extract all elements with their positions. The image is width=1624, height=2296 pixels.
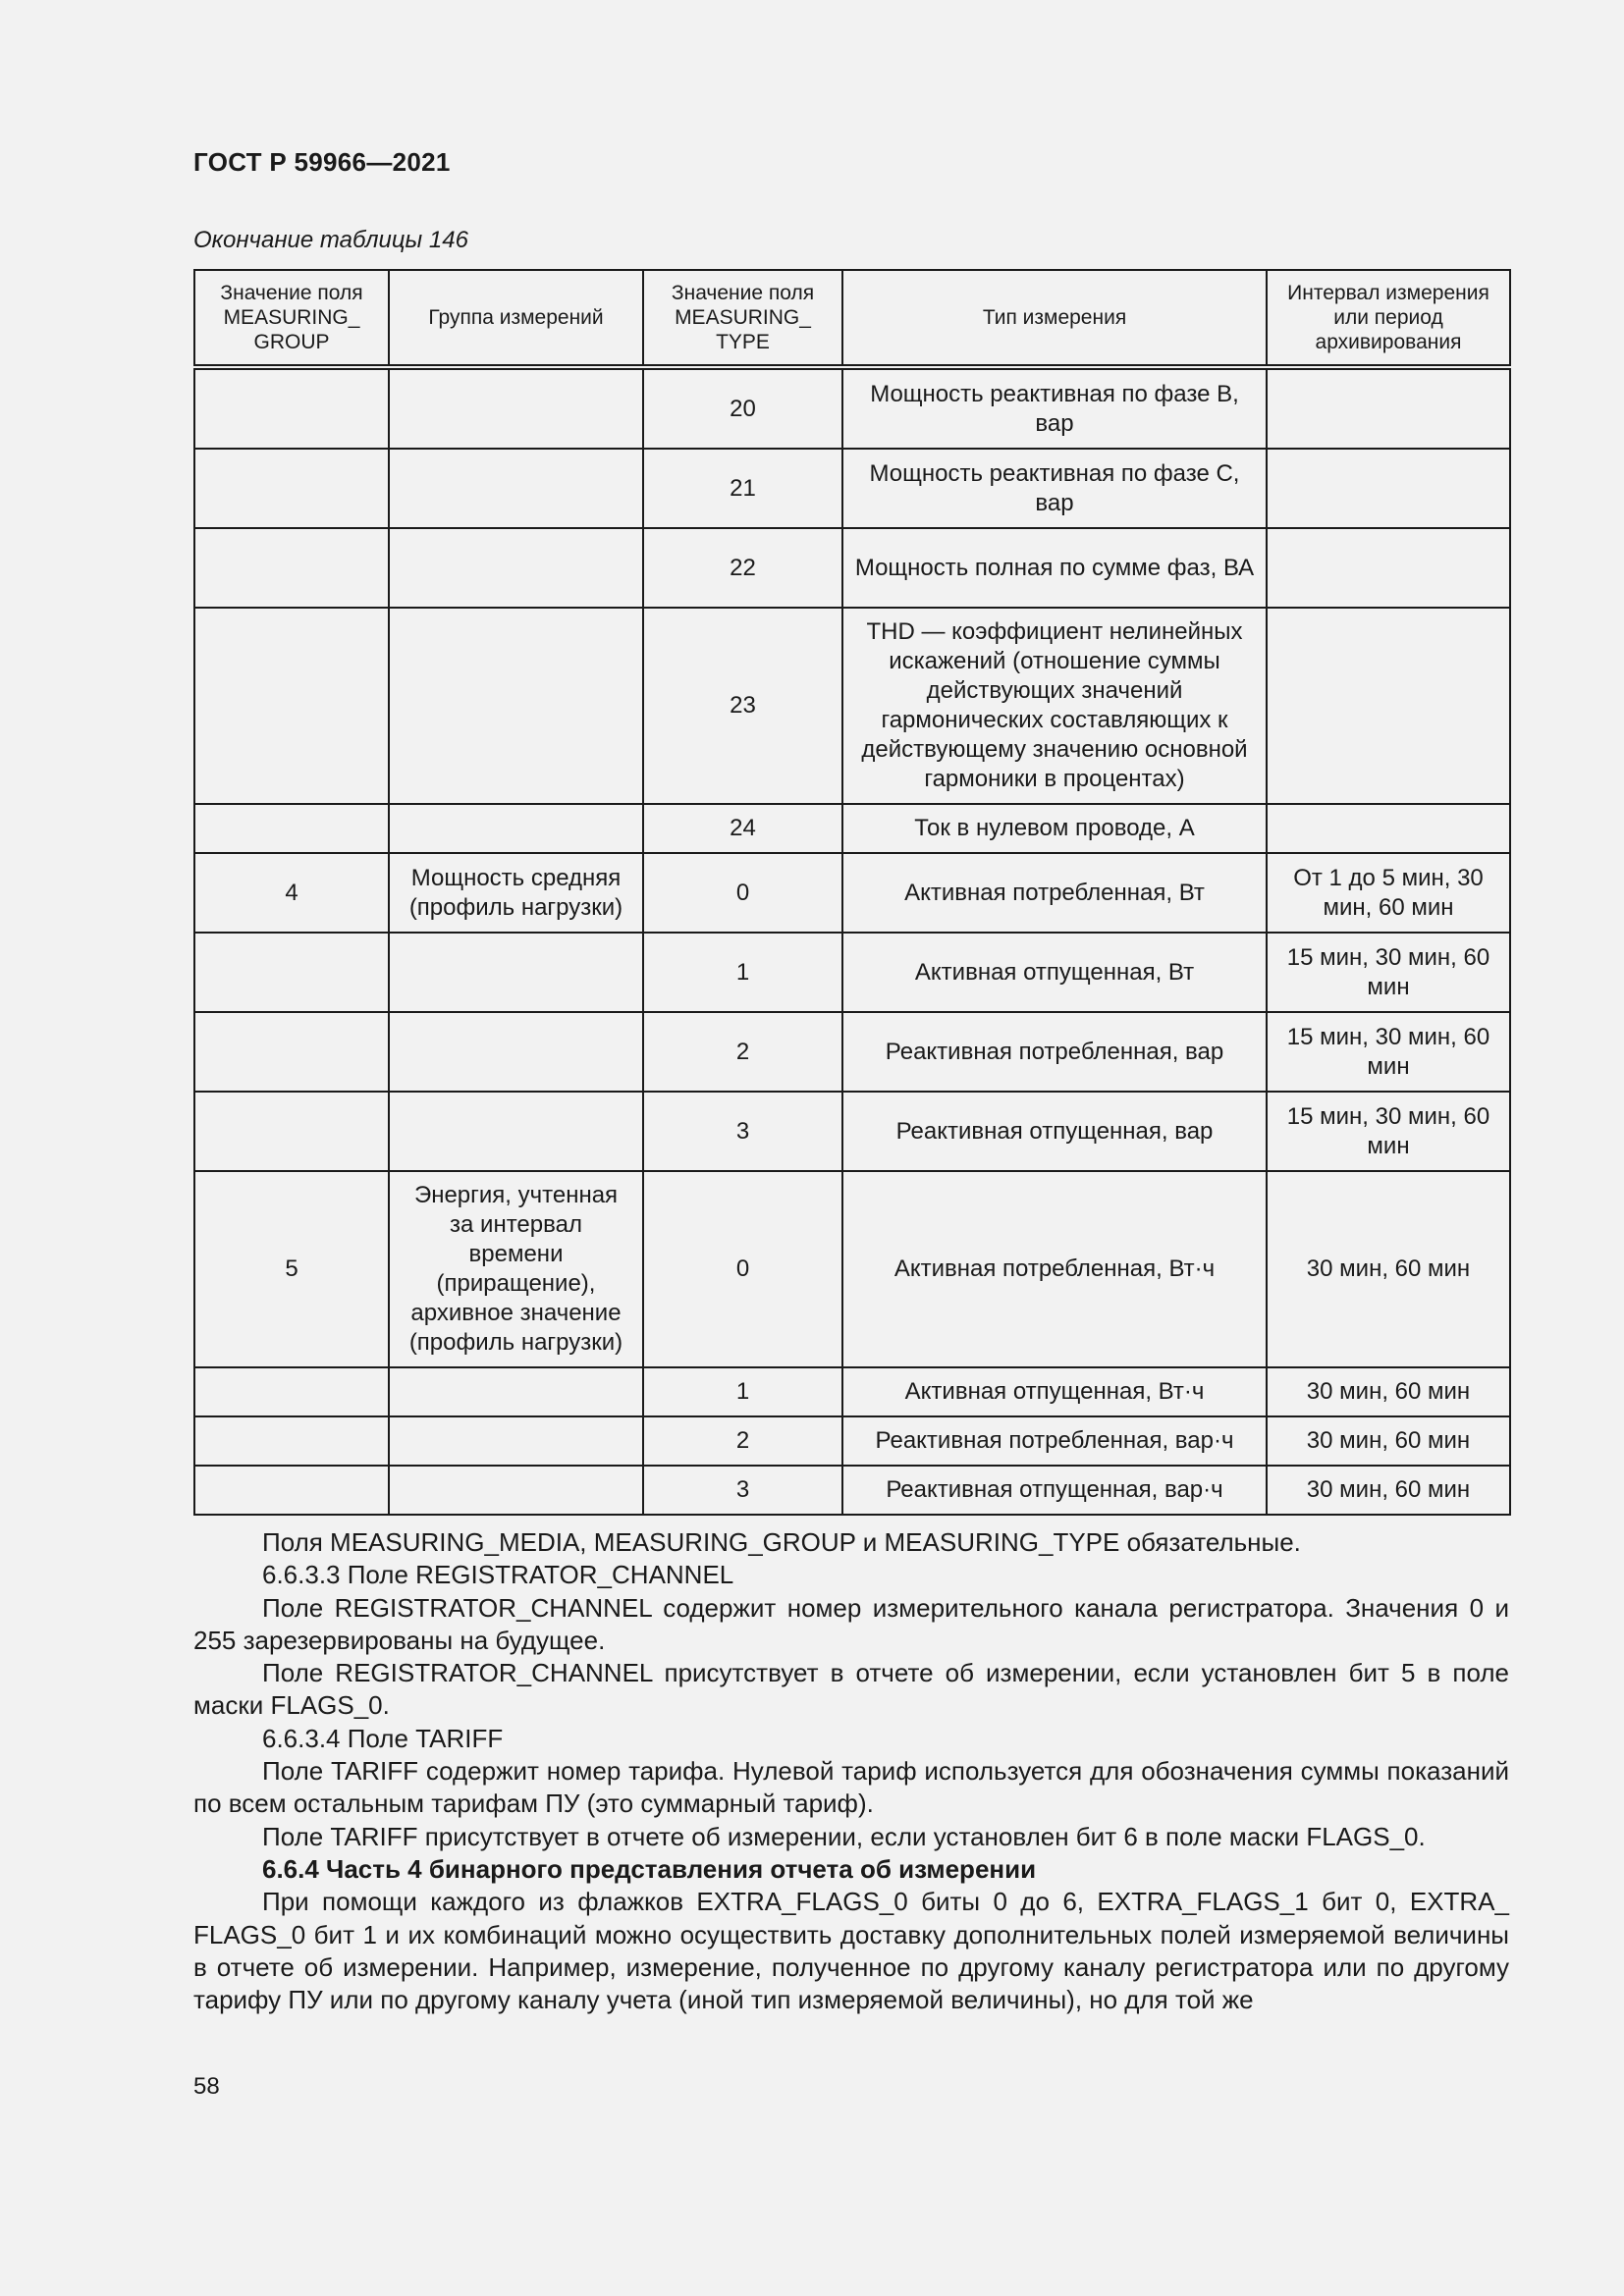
cell-measuring-group: 5 (194, 1171, 389, 1367)
cell-type: Реактивная потребленная, вар·ч (842, 1416, 1267, 1466)
column-header-type: Тип измерения (842, 270, 1267, 367)
cell-type: Активная отпущенная, Вт·ч (842, 1367, 1267, 1416)
table-row (194, 1466, 1510, 1515)
cell-group (389, 1367, 643, 1416)
cell-group (389, 528, 643, 608)
cell-measuring-type: 22 (643, 528, 842, 608)
table-row (194, 528, 1510, 608)
cell-measuring-type: 23 (643, 608, 842, 804)
cell-measuring-type: 1 (643, 933, 842, 1012)
cell-interval: От 1 до 5 мин, 30 мин, 60 мин (1267, 853, 1510, 933)
paragraph-registrator-channel-content: Поле REGISTRATOR_CHANNEL содержит номер измерительного канала регистратора. Значения 0 и 255 зарезервированы на будущее. (193, 1592, 1509, 1655)
measurement-table (193, 269, 1511, 1516)
cell-group (389, 1012, 643, 1092)
cell-measuring-type: 1 (643, 1367, 842, 1416)
paragraph-tariff-presence: Поле TARIFF присутствует в отчете об измерении, если установлен бит 6 в поле маски FLAGS_0. (262, 1821, 1426, 1851)
table-row (194, 1367, 1510, 1416)
cell-measuring-type: 0 (643, 853, 842, 933)
table-row (194, 1092, 1510, 1171)
paragraph-required-fields: Поля MEASURING_MEDIA, MEASURING_GROUP и MEASURING_TYPE обязательные. (262, 1527, 1301, 1557)
cell-measuring-group (194, 367, 389, 449)
cell-measuring-group: 4 (194, 853, 389, 933)
cell-measuring-group (194, 608, 389, 804)
cell-measuring-group (194, 1092, 389, 1171)
cell-group (389, 804, 643, 853)
cell-measuring-group (194, 528, 389, 608)
cell-group (389, 1416, 643, 1466)
cell-type: Мощность полная по сумме фаз, ВА (842, 528, 1267, 608)
table-row (194, 367, 1510, 449)
cell-measuring-type: 20 (643, 367, 842, 449)
cell-measuring-group (194, 1012, 389, 1092)
table-row (194, 1416, 1510, 1466)
table-row (194, 853, 1510, 933)
cell-measuring-group (194, 1466, 389, 1515)
cell-group (389, 608, 643, 804)
cell-interval: 15 мин, 30 мин, 60 мин (1267, 1092, 1510, 1171)
document-standard-header: ГОСТ Р 59966—2021 (193, 147, 451, 177)
cell-interval (1267, 367, 1510, 449)
paragraph-tariff-content: Поле TARIFF содержит номер тарифа. Нулевой тариф используется для обозначения суммы показаний по всем остальным тарифам ПУ (это суммарный тариф). (193, 1756, 1509, 1819)
table-caption: Окончание таблицы 146 (193, 227, 468, 253)
table-header-row (194, 270, 1510, 367)
cell-type: Реактивная отпущенная, вар (842, 1092, 1267, 1171)
cell-group (389, 933, 643, 1012)
cell-measuring-type: 3 (643, 1466, 842, 1515)
cell-measuring-type: 2 (643, 1012, 842, 1092)
section-heading-tariff: 6.6.3.4 Поле TARIFF (262, 1723, 504, 1753)
cell-type: Активная потребленная, Вт·ч (842, 1171, 1267, 1367)
cell-measuring-group (194, 804, 389, 853)
column-header-interval: Интервал измерения или период архивирования (1267, 270, 1510, 367)
cell-type: Реактивная отпущенная, вар·ч (842, 1466, 1267, 1515)
table-row (194, 804, 1510, 853)
paragraph-extra-flags: При помощи каждого из флажков EXTRA_FLAGS_0 биты 0 до 6, EXTRA_FLAGS_1 бит 0, EXTRA_ FLAGS_0 бит 1 и их комбинаций можно осуществить доставку дополнительных полей измеряемой величины в отчете об измерении. Например, измерение, полученное по другому каналу регистратора или по другому тарифу ПУ или по другому каналу учета (иной тип измеряемой величины), но для той же (193, 1887, 1509, 2015)
section-heading-registrator-channel: 6.6.3.3 Поле REGISTRATOR_CHANNEL (262, 1560, 734, 1590)
cell-type: Мощность реактивная по фазе C, вар (842, 449, 1267, 528)
cell-interval: 30 мин, 60 мин (1267, 1416, 1510, 1466)
cell-group: Мощность средняя (профиль нагрузки) (389, 853, 643, 933)
cell-measuring-type: 24 (643, 804, 842, 853)
table-row (194, 608, 1510, 804)
page-number: 58 (193, 2073, 220, 2100)
cell-group: Энергия, учтенная за интервал времени (приращение), архивное значение (профиль нагрузки) (389, 1171, 643, 1367)
cell-interval (1267, 608, 1510, 804)
cell-type: Активная отпущенная, Вт (842, 933, 1267, 1012)
paragraph-registrator-channel-presence: Поле REGISTRATOR_CHANNEL присутствует в отчете об измерении, если установлен бит 5 в поле маски FLAGS_0. (193, 1658, 1509, 1721)
cell-type: THD — коэффициент нелинейных искажений (отношение суммы действующих значений гармонических составляющих к действующему значению основной гармоники в процентах) (842, 608, 1267, 804)
cell-measuring-group (194, 449, 389, 528)
table-row (194, 933, 1510, 1012)
cell-interval (1267, 449, 1510, 528)
cell-measuring-group (194, 1367, 389, 1416)
cell-group (389, 449, 643, 528)
cell-type: Реактивная потребленная, вар (842, 1012, 1267, 1092)
cell-type: Мощность реактивная по фазе B, вар (842, 367, 1267, 449)
cell-interval (1267, 804, 1510, 853)
cell-measuring-group (194, 1416, 389, 1466)
cell-type: Ток в нулевом проводе, А (842, 804, 1267, 853)
table-row (194, 1171, 1510, 1367)
cell-interval: 30 мин, 60 мин (1267, 1171, 1510, 1367)
table-row (194, 1012, 1510, 1092)
section-heading-part-4: 6.6.4 Часть 4 бинарного представления отчета об измерении (262, 1853, 1037, 1884)
cell-measuring-type: 21 (643, 449, 842, 528)
cell-interval: 15 мин, 30 мин, 60 мин (1267, 1012, 1510, 1092)
cell-interval: 30 мин, 60 мин (1267, 1466, 1510, 1515)
column-header-measuring-type: Значение поля MEASURING_ TYPE (643, 270, 842, 367)
cell-type: Активная потребленная, Вт (842, 853, 1267, 933)
column-header-measuring-group: Значение поля MEASURING_ GROUP (194, 270, 389, 367)
cell-measuring-type: 2 (643, 1416, 842, 1466)
cell-group (389, 1466, 643, 1515)
cell-measuring-group (194, 933, 389, 1012)
cell-group (389, 1092, 643, 1171)
cell-interval: 30 мин, 60 мин (1267, 1367, 1510, 1416)
cell-interval: 15 мин, 30 мин, 60 мин (1267, 933, 1510, 1012)
cell-measuring-type: 3 (643, 1092, 842, 1171)
body-text (193, 1526, 1509, 2016)
cell-group (389, 367, 643, 449)
cell-measuring-type: 0 (643, 1171, 842, 1367)
cell-interval (1267, 528, 1510, 608)
table-row (194, 449, 1510, 528)
column-header-group: Группа измерений (389, 270, 643, 367)
